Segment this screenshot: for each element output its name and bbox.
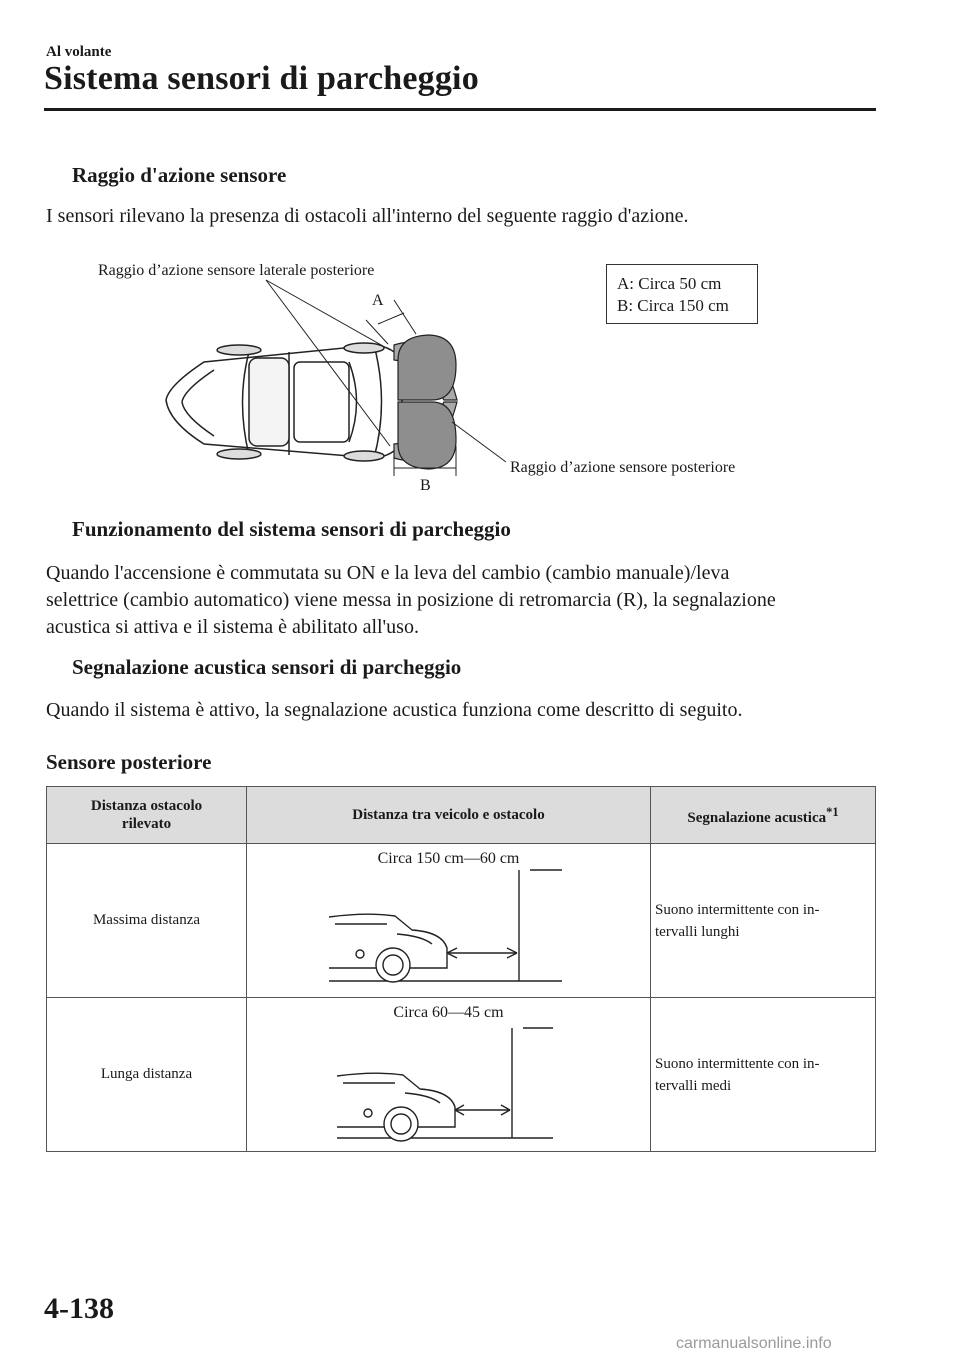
sound-line2: tervalli lunghi xyxy=(655,923,740,940)
page-title: Sistema sensori di parcheggio xyxy=(44,60,479,97)
header-detected-distance-line2: rilevato xyxy=(121,816,172,832)
heading-sensor-range: Raggio d'azione sensore xyxy=(72,163,287,187)
header-detected-distance xyxy=(47,787,247,844)
watermark: carmanualsonline.info xyxy=(676,1335,832,1352)
table-row xyxy=(47,844,876,998)
heading-acoustic-signal: Segnalazione acustica sensori di parcheggio xyxy=(72,655,462,679)
cell-sound xyxy=(651,998,876,1152)
distance-legend xyxy=(606,264,758,324)
paragraph-operation-line3: acustica si attiva e il sistema è abilitato all'uso. xyxy=(46,616,419,638)
cell-illustration xyxy=(247,998,651,1152)
cell-distance: Lunga distanza xyxy=(47,998,247,1152)
footnote-ref: *1 xyxy=(826,805,839,819)
rear-sensor-table xyxy=(46,786,876,1152)
range-caption: Circa 60—45 cm xyxy=(393,1004,504,1021)
paragraph-operation-line2: selettrice (cambio automatico) viene messa in posizione di retromarcia (R), la segnalazione xyxy=(46,589,776,611)
legend-b: B: Circa 150 cm xyxy=(617,296,729,315)
cell-distance: Massima distanza xyxy=(47,844,247,998)
marker-a: A xyxy=(372,292,384,309)
range-caption: Circa 150 cm—60 cm xyxy=(377,850,520,867)
table-row xyxy=(47,998,876,1152)
section-label: Al volante xyxy=(46,44,112,60)
page-number: 4-138 xyxy=(44,1292,114,1325)
label-rear-sensor-range: Raggio d’azione sensore posteriore xyxy=(510,459,736,476)
cell-sound xyxy=(651,844,876,998)
paragraph-operation-line1: Quando l'accensione è commutata su ON e la leva del cambio (cambio manuale)/leva xyxy=(46,562,730,584)
car-obstacle-illustration xyxy=(247,844,651,995)
table-header-row xyxy=(47,787,876,844)
paragraph-sensor-range: I sensori rilevano la presenza di ostacoli all'interno del seguente raggio d'azione. xyxy=(46,205,689,227)
header-vehicle-obstacle-distance: Distanza tra veicolo e ostacolo xyxy=(247,787,651,844)
sound-line2: tervalli medi xyxy=(655,1077,732,1094)
car-obstacle-illustration xyxy=(247,998,651,1149)
title-rule xyxy=(44,108,876,111)
marker-b: B xyxy=(420,477,431,494)
header-acoustic-signal xyxy=(651,787,876,844)
cell-illustration xyxy=(247,844,651,998)
label-side-sensor-range: Raggio d’azione sensore laterale posteriore xyxy=(98,262,375,279)
sound-line1: Suono intermittente con in- xyxy=(655,1055,820,1072)
table-title: Sensore posteriore xyxy=(46,750,212,774)
heading-system-operation: Funzionamento del sistema sensori di parcheggio xyxy=(72,517,511,541)
header-detected-distance-line1: Distanza ostacolo xyxy=(90,798,203,814)
legend-a: A: Circa 50 cm xyxy=(617,274,722,293)
paragraph-acoustic-signal: Quando il sistema è attivo, la segnalazione acustica funziona come descritto di seguito. xyxy=(46,699,743,721)
header-acoustic-signal-text: Segnalazione acustica xyxy=(687,810,827,826)
sound-line1: Suono intermittente con in- xyxy=(655,901,820,918)
